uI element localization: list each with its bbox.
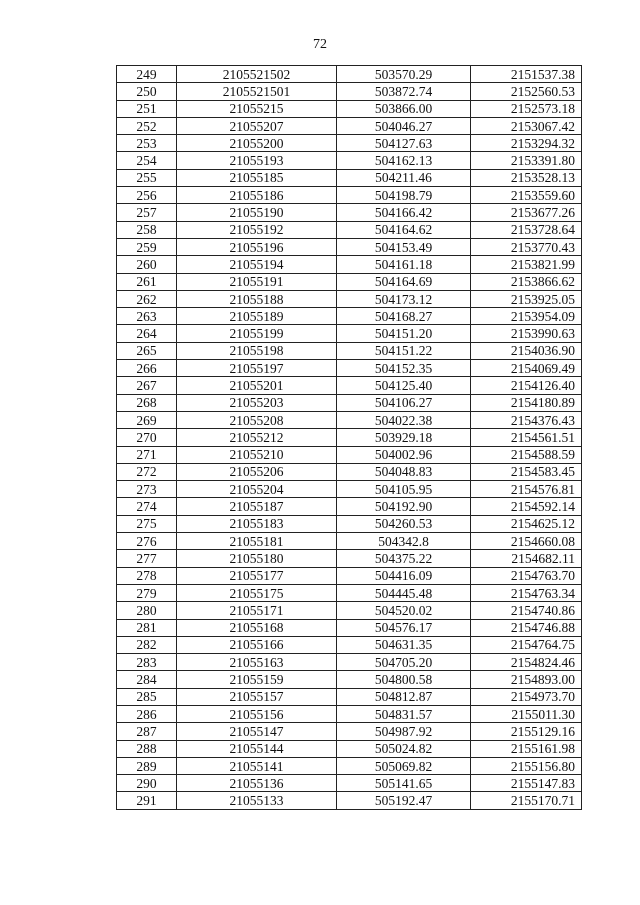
x-coordinate-cell: 504152.35	[337, 360, 471, 377]
point-id-cell: 21055163	[177, 654, 337, 671]
point-id-cell: 21055180	[177, 550, 337, 567]
x-coordinate-cell: 503872.74	[337, 83, 471, 100]
page-number: 72	[313, 37, 327, 52]
x-coordinate-cell: 503570.29	[337, 66, 471, 83]
table-row	[117, 360, 582, 377]
y-coordinate-cell: 2153866.62	[471, 273, 582, 290]
table-row	[117, 550, 582, 567]
y-coordinate-cell: 2154069.49	[471, 360, 582, 377]
y-coordinate-cell: 2154746.88	[471, 619, 582, 636]
x-coordinate-cell: 504106.27	[337, 394, 471, 411]
y-coordinate-cell: 2155011.30	[471, 705, 582, 722]
row-number-cell: 275	[117, 515, 177, 532]
point-id-cell: 21055203	[177, 394, 337, 411]
row-number-cell: 274	[117, 498, 177, 515]
table-row	[117, 775, 582, 792]
row-number-cell: 278	[117, 567, 177, 584]
row-number-cell: 283	[117, 654, 177, 671]
table-row	[117, 325, 582, 342]
x-coordinate-cell: 504127.63	[337, 135, 471, 152]
table-row	[117, 792, 582, 809]
y-coordinate-cell: 2154682.11	[471, 550, 582, 567]
x-coordinate-cell: 504198.79	[337, 187, 471, 204]
table-row	[117, 533, 582, 550]
row-number-cell: 250	[117, 83, 177, 100]
row-number-cell: 260	[117, 256, 177, 273]
point-id-cell: 21055191	[177, 273, 337, 290]
row-number-cell: 255	[117, 169, 177, 186]
y-coordinate-cell: 2155129.16	[471, 723, 582, 740]
y-coordinate-cell: 2154180.89	[471, 394, 582, 411]
point-id-cell: 21055197	[177, 360, 337, 377]
y-coordinate-cell: 2154561.51	[471, 429, 582, 446]
row-number-cell: 276	[117, 533, 177, 550]
x-coordinate-cell: 504161.18	[337, 256, 471, 273]
point-id-cell: 21055171	[177, 602, 337, 619]
point-id-cell: 21055156	[177, 705, 337, 722]
table-row	[117, 740, 582, 757]
point-id-cell: 21055207	[177, 117, 337, 134]
row-number-cell: 271	[117, 446, 177, 463]
row-number-cell: 254	[117, 152, 177, 169]
table-row	[117, 308, 582, 325]
y-coordinate-cell: 2155156.80	[471, 757, 582, 774]
table-row	[117, 117, 582, 134]
x-coordinate-cell: 504211.46	[337, 169, 471, 186]
point-id-cell: 21055157	[177, 688, 337, 705]
table-row	[117, 636, 582, 653]
x-coordinate-cell: 504375.22	[337, 550, 471, 567]
x-coordinate-cell: 504164.69	[337, 273, 471, 290]
point-id-cell: 21055181	[177, 533, 337, 550]
row-number-cell: 259	[117, 238, 177, 255]
table-row	[117, 602, 582, 619]
point-id-cell: 21055194	[177, 256, 337, 273]
x-coordinate-cell: 504162.13	[337, 152, 471, 169]
point-id-cell: 21055192	[177, 221, 337, 238]
row-number-cell: 264	[117, 325, 177, 342]
x-coordinate-cell: 505069.82	[337, 757, 471, 774]
row-number-cell: 286	[117, 705, 177, 722]
row-number-cell: 279	[117, 584, 177, 601]
y-coordinate-cell: 2153528.13	[471, 169, 582, 186]
table-row	[117, 377, 582, 394]
x-coordinate-cell: 504048.83	[337, 463, 471, 480]
table-row	[117, 411, 582, 428]
y-coordinate-cell: 2154763.70	[471, 567, 582, 584]
row-number-cell: 263	[117, 308, 177, 325]
point-id-cell: 21055199	[177, 325, 337, 342]
y-coordinate-cell: 2155161.98	[471, 740, 582, 757]
y-coordinate-cell: 2153677.26	[471, 204, 582, 221]
point-id-cell: 2105521502	[177, 66, 337, 83]
x-coordinate-cell: 504800.58	[337, 671, 471, 688]
y-coordinate-cell: 2153925.05	[471, 290, 582, 307]
point-id-cell: 21055190	[177, 204, 337, 221]
y-coordinate-cell: 2154824.46	[471, 654, 582, 671]
row-number-cell: 267	[117, 377, 177, 394]
row-number-cell: 282	[117, 636, 177, 653]
x-coordinate-cell: 504046.27	[337, 117, 471, 134]
table-row	[117, 757, 582, 774]
x-coordinate-cell: 504192.90	[337, 498, 471, 515]
y-coordinate-cell: 2154893.00	[471, 671, 582, 688]
table-row	[117, 256, 582, 273]
row-number-cell: 277	[117, 550, 177, 567]
x-coordinate-cell: 504260.53	[337, 515, 471, 532]
x-coordinate-cell: 504576.17	[337, 619, 471, 636]
table-row	[117, 135, 582, 152]
x-coordinate-cell: 504105.95	[337, 481, 471, 498]
y-coordinate-cell: 2153294.32	[471, 135, 582, 152]
y-coordinate-cell: 2154126.40	[471, 377, 582, 394]
table-row	[117, 567, 582, 584]
table-row	[117, 584, 582, 601]
row-number-cell: 281	[117, 619, 177, 636]
point-id-cell: 21055206	[177, 463, 337, 480]
point-id-cell: 21055210	[177, 446, 337, 463]
row-number-cell: 265	[117, 342, 177, 359]
point-id-cell: 21055198	[177, 342, 337, 359]
y-coordinate-cell: 2153728.64	[471, 221, 582, 238]
table-row	[117, 654, 582, 671]
y-coordinate-cell: 2153821.99	[471, 256, 582, 273]
table-row	[117, 204, 582, 221]
point-id-cell: 21055185	[177, 169, 337, 186]
row-number-cell: 289	[117, 757, 177, 774]
y-coordinate-cell: 2154660.08	[471, 533, 582, 550]
point-id-cell: 21055215	[177, 100, 337, 117]
y-coordinate-cell: 2154376.43	[471, 411, 582, 428]
x-coordinate-cell: 504520.02	[337, 602, 471, 619]
point-id-cell: 21055144	[177, 740, 337, 757]
coordinates-table-body	[117, 66, 582, 810]
table-row	[117, 238, 582, 255]
y-coordinate-cell: 2152573.18	[471, 100, 582, 117]
y-coordinate-cell: 2153954.09	[471, 308, 582, 325]
y-coordinate-cell: 2153990.63	[471, 325, 582, 342]
y-coordinate-cell: 2154625.12	[471, 515, 582, 532]
table-row	[117, 688, 582, 705]
point-id-cell: 21055204	[177, 481, 337, 498]
y-coordinate-cell: 2154576.81	[471, 481, 582, 498]
point-id-cell: 21055159	[177, 671, 337, 688]
y-coordinate-cell: 2154740.86	[471, 602, 582, 619]
table-row	[117, 723, 582, 740]
row-number-cell: 262	[117, 290, 177, 307]
x-coordinate-cell: 504168.27	[337, 308, 471, 325]
row-number-cell: 280	[117, 602, 177, 619]
point-id-cell: 21055175	[177, 584, 337, 601]
y-coordinate-cell: 2154763.34	[471, 584, 582, 601]
point-id-cell: 21055168	[177, 619, 337, 636]
point-id-cell: 21055183	[177, 515, 337, 532]
x-coordinate-cell: 504416.09	[337, 567, 471, 584]
table-row	[117, 66, 582, 83]
x-coordinate-cell: 504153.49	[337, 238, 471, 255]
x-coordinate-cell: 504002.96	[337, 446, 471, 463]
point-id-cell: 21055177	[177, 567, 337, 584]
row-number-cell: 272	[117, 463, 177, 480]
x-coordinate-cell: 504166.42	[337, 204, 471, 221]
row-number-cell: 249	[117, 66, 177, 83]
table-row	[117, 429, 582, 446]
y-coordinate-cell: 2154592.14	[471, 498, 582, 515]
point-id-cell: 21055200	[177, 135, 337, 152]
point-id-cell: 21055186	[177, 187, 337, 204]
table-row	[117, 446, 582, 463]
x-coordinate-cell: 504125.40	[337, 377, 471, 394]
x-coordinate-cell: 505192.47	[337, 792, 471, 809]
y-coordinate-cell: 2153067.42	[471, 117, 582, 134]
row-number-cell: 291	[117, 792, 177, 809]
table-row	[117, 169, 582, 186]
coordinates-table	[116, 65, 582, 810]
table-row	[117, 463, 582, 480]
point-id-cell: 2105521501	[177, 83, 337, 100]
x-coordinate-cell: 504445.48	[337, 584, 471, 601]
y-coordinate-cell: 2152560.53	[471, 83, 582, 100]
y-coordinate-cell: 2153391.80	[471, 152, 582, 169]
table-row	[117, 100, 582, 117]
row-number-cell: 287	[117, 723, 177, 740]
point-id-cell: 21055187	[177, 498, 337, 515]
x-coordinate-cell: 504631.35	[337, 636, 471, 653]
row-number-cell: 288	[117, 740, 177, 757]
table-row	[117, 619, 582, 636]
table-row	[117, 290, 582, 307]
point-id-cell: 21055136	[177, 775, 337, 792]
row-number-cell: 257	[117, 204, 177, 221]
point-id-cell: 21055133	[177, 792, 337, 809]
point-id-cell: 21055208	[177, 411, 337, 428]
row-number-cell: 284	[117, 671, 177, 688]
row-number-cell: 290	[117, 775, 177, 792]
point-id-cell: 21055147	[177, 723, 337, 740]
point-id-cell: 21055196	[177, 238, 337, 255]
row-number-cell: 273	[117, 481, 177, 498]
table-row	[117, 221, 582, 238]
y-coordinate-cell: 2154588.59	[471, 446, 582, 463]
x-coordinate-cell: 504987.92	[337, 723, 471, 740]
x-coordinate-cell: 504831.57	[337, 705, 471, 722]
row-number-cell: 268	[117, 394, 177, 411]
point-id-cell: 21055189	[177, 308, 337, 325]
row-number-cell: 285	[117, 688, 177, 705]
x-coordinate-cell: 504164.62	[337, 221, 471, 238]
y-coordinate-cell: 2153770.43	[471, 238, 582, 255]
y-coordinate-cell: 2155147.83	[471, 775, 582, 792]
y-coordinate-cell: 2151537.38	[471, 66, 582, 83]
row-number-cell: 266	[117, 360, 177, 377]
y-coordinate-cell: 2155170.71	[471, 792, 582, 809]
table-row	[117, 498, 582, 515]
point-id-cell: 21055212	[177, 429, 337, 446]
table-row	[117, 705, 582, 722]
row-number-cell: 253	[117, 135, 177, 152]
y-coordinate-cell: 2154973.70	[471, 688, 582, 705]
table-row	[117, 342, 582, 359]
x-coordinate-cell: 504705.20	[337, 654, 471, 671]
x-coordinate-cell: 504151.22	[337, 342, 471, 359]
table-row	[117, 394, 582, 411]
table-row	[117, 273, 582, 290]
x-coordinate-cell: 504022.38	[337, 411, 471, 428]
row-number-cell: 269	[117, 411, 177, 428]
point-id-cell: 21055201	[177, 377, 337, 394]
y-coordinate-cell: 2154764.75	[471, 636, 582, 653]
x-coordinate-cell: 504812.87	[337, 688, 471, 705]
x-coordinate-cell: 505024.82	[337, 740, 471, 757]
row-number-cell: 270	[117, 429, 177, 446]
x-coordinate-cell: 504342.8	[337, 533, 471, 550]
y-coordinate-cell: 2153559.60	[471, 187, 582, 204]
table-row	[117, 481, 582, 498]
row-number-cell: 251	[117, 100, 177, 117]
point-id-cell: 21055193	[177, 152, 337, 169]
y-coordinate-cell: 2154583.45	[471, 463, 582, 480]
x-coordinate-cell: 504151.20	[337, 325, 471, 342]
x-coordinate-cell: 503929.18	[337, 429, 471, 446]
point-id-cell: 21055141	[177, 757, 337, 774]
row-number-cell: 256	[117, 187, 177, 204]
x-coordinate-cell: 503866.00	[337, 100, 471, 117]
row-number-cell: 252	[117, 117, 177, 134]
row-number-cell: 261	[117, 273, 177, 290]
x-coordinate-cell: 504173.12	[337, 290, 471, 307]
x-coordinate-cell: 505141.65	[337, 775, 471, 792]
table-row	[117, 671, 582, 688]
y-coordinate-cell: 2154036.90	[471, 342, 582, 359]
table-row	[117, 152, 582, 169]
point-id-cell: 21055166	[177, 636, 337, 653]
table-row	[117, 515, 582, 532]
point-id-cell: 21055188	[177, 290, 337, 307]
row-number-cell: 258	[117, 221, 177, 238]
table-row	[117, 187, 582, 204]
table-row	[117, 83, 582, 100]
